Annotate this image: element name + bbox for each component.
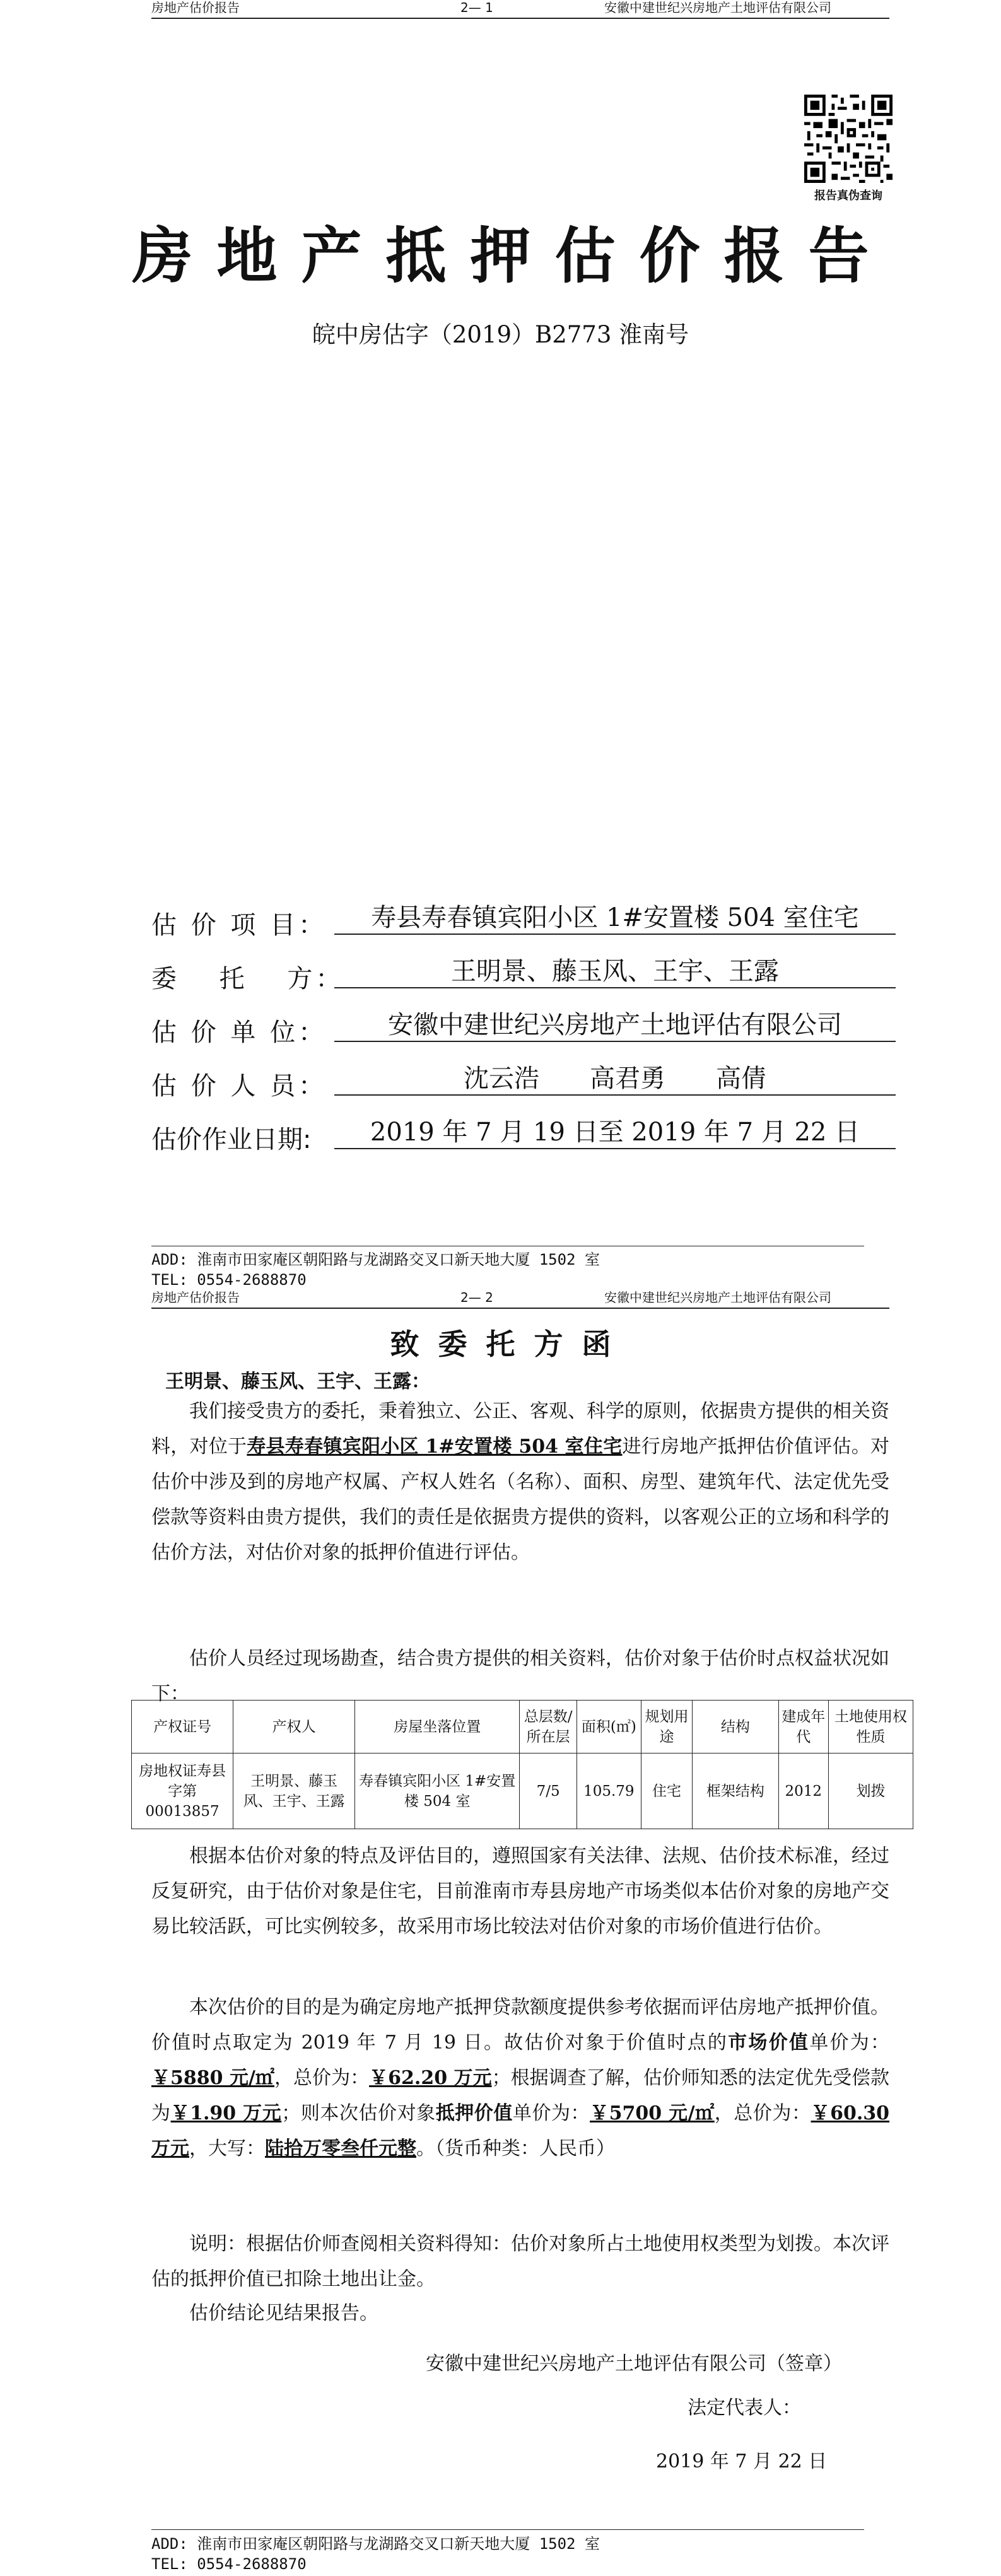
column-header: 建成年代 xyxy=(778,1701,828,1753)
field-value: 2019 年 7 月 19 日至 2019 年 7 月 22 日 xyxy=(334,1116,896,1149)
paragraph-conclusion: 估价结论见结果报告。 xyxy=(189,2302,378,2324)
text: ；则本次估价对象 xyxy=(281,2102,436,2124)
qr-caption: 报告真伪查询 xyxy=(814,189,882,202)
letter-title: 致委托方函 xyxy=(390,1327,630,1361)
column-header: 产权人 xyxy=(233,1701,355,1753)
text: 本次估价的目的是为确定房地产抵押贷款额度提供参考依据而评估房地产抵押价值。价值时点取定为 2019 年 7 月 19 日。故估价对象于价值时点的 xyxy=(151,1996,889,2054)
page1-header-rule xyxy=(151,18,889,19)
paragraph-method: 根据本估价对象的特点及评估目的，遵照国家有关法律、法规、估价技术标准，经过反复研究，由于估价对象是住宅，目前淮南市寿县房地产市场类似本估价对象的房地产交易比较活跃，可比实例较多，故采用市场比较法对估价对象的市场价值进行估价。 xyxy=(151,1845,889,1938)
page1-footer-tel: TEL: 0554-2688870 xyxy=(151,1271,307,1289)
column-header: 土地使用权性质 xyxy=(828,1701,913,1753)
column-header: 面积(㎡) xyxy=(577,1701,641,1753)
mortgage-value-label: 抵押价值 xyxy=(435,2102,513,2124)
field-label: 估价作业日期: xyxy=(151,1125,312,1154)
report-title: 房地产抵押估价报告 xyxy=(132,221,893,291)
signature-legal-representative: 法定代表人： xyxy=(688,2397,801,2419)
letter-addressee: 王明景、藤玉风、王宇、王露： xyxy=(165,1371,430,1393)
page2-header-right: 安徽中建世纪兴房地产土地评估有限公司 xyxy=(604,1290,831,1305)
column-header: 产权证号 xyxy=(132,1701,233,1753)
text: 我们接受贵方的委托，秉着独立、公正、客观、科学的原则，依据贵方提供的相关资料，对位于 xyxy=(151,1400,889,1458)
paragraph-inspection: 估价人员经过现场勘查，结合贵方提供的相关资料，估价对象于估价时点权益状况如下： xyxy=(151,1648,889,1705)
page2-header-left: 房地产估价报告 xyxy=(151,1290,240,1305)
page2-footer-tel: TEL: 0554-2688870 xyxy=(151,2555,307,2573)
page2-header-page-number: 2— 2 xyxy=(460,1290,493,1305)
table-cell: 105.79 xyxy=(577,1753,641,1829)
text: ，总价为： xyxy=(274,2067,370,2089)
field-row-work-dates xyxy=(151,1116,908,1154)
page2-header-rule xyxy=(151,1308,889,1309)
text: ；根据调查了解，估价师知悉的法定优先受偿款为 xyxy=(151,2067,890,2124)
text: 进行房地产抵押估价值评估。对估价中涉及到的房地产权属、产权人姓名（名称）、面积、房型、建筑年代、法定优先受偿款等资料由贵方提供，我们的责任是依据贵方提供的资料，以客观公正的立场和科学的估价方法，对估价对象的抵押价值进行评估。 xyxy=(151,1436,890,1564)
document-number: 皖中房估字（2019）B2773 淮南号 xyxy=(312,321,689,348)
table-cell: 住宅 xyxy=(641,1753,693,1829)
field-row-project xyxy=(151,902,908,940)
page1-header-left: 房地产估价报告 xyxy=(151,0,240,15)
paragraph-note: 说明：根据估价师查阅相关资料得知：估价对象所占土地使用权类型为划拨。本次评估的抵押价值已扣除土地出让金。 xyxy=(151,2233,889,2290)
table-header-row xyxy=(132,1701,913,1753)
column-header: 房屋坐落位置 xyxy=(355,1701,520,1753)
page1-footer-address: ADD: 淮南市田家庵区朝阳路与龙湖路交叉口新天地大厦 1502 室 xyxy=(151,1251,600,1268)
field-label: 估 价 项 目： xyxy=(151,911,327,940)
table-cell: 王明景、藤玉风、王宇、王露 xyxy=(233,1753,355,1829)
field-value: 沈云浩 高君勇 高倩 xyxy=(334,1063,896,1096)
table-cell: 框架结构 xyxy=(693,1753,778,1829)
market-value-label: 市场价值 xyxy=(728,2032,810,2054)
priority-claim-amount: ￥1.90 万元 xyxy=(170,2102,282,2124)
amount-in-words: 陆拾万零叁仟元整 xyxy=(265,2138,416,2160)
field-row-client xyxy=(151,956,908,993)
page1-header-page-number: 2— 1 xyxy=(460,0,493,15)
field-value: 王明景、藤玉风、王宇、王露 xyxy=(334,956,896,988)
field-row-appraisers xyxy=(151,1063,908,1101)
column-header: 规划用途 xyxy=(641,1701,693,1753)
text: ，大写： xyxy=(189,2138,265,2160)
table-cell: 划拨 xyxy=(828,1753,913,1829)
column-header: 总层数/所在层 xyxy=(520,1701,577,1753)
page1-header-right: 安徽中建世纪兴房地产土地评估有限公司 xyxy=(604,0,831,15)
qr-code-icon[interactable] xyxy=(804,95,893,183)
text: ，总价为： xyxy=(714,2102,811,2124)
page2-footer-address: ADD: 淮南市田家庵区朝阳路与龙湖路交叉口新天地大厦 1502 室 xyxy=(151,2535,600,2553)
property-table xyxy=(131,1700,913,1829)
field-value: 寿县寿春镇宾阳小区 1#安置楼 504 室住宅 xyxy=(334,902,896,935)
signature-date: 2019 年 7 月 22 日 xyxy=(656,2450,828,2473)
column-header: 结构 xyxy=(693,1701,778,1753)
field-row-appraiser-company xyxy=(151,1009,908,1047)
field-value: 安徽中建世纪兴房地产土地评估有限公司 xyxy=(334,1009,896,1042)
market-unit-price: ￥5880 元/㎡ xyxy=(151,2067,275,2089)
table-cell: 2012 xyxy=(778,1753,828,1829)
signature-company: 安徽中建世纪兴房地产土地评估有限公司（签章） xyxy=(426,2353,842,2375)
mortgage-total-price: ￥60.30 万元 xyxy=(151,2102,890,2160)
table-cell: 7/5 xyxy=(520,1753,577,1829)
text: 单价为： xyxy=(809,2032,890,2054)
field-label: 估 价 单 位： xyxy=(151,1018,327,1047)
table-row xyxy=(132,1753,913,1829)
table-cell: 房地权证寿县字第00013857 xyxy=(132,1753,233,1829)
text: 单价为： xyxy=(512,2102,590,2124)
field-label: 估 价 人 员： xyxy=(151,1072,327,1101)
mortgage-unit-price: ￥5700 元/㎡ xyxy=(590,2102,715,2124)
property-location: 寿县寿春镇宾阳小区 1#安置楼 504 室住宅 xyxy=(247,1436,623,1458)
market-total-price: ￥62.20 万元 xyxy=(369,2067,492,2089)
paragraph-valuation-result xyxy=(151,1990,889,2167)
text: 。（货币种类：人民币） xyxy=(416,2138,615,2160)
table-cell: 寿春镇宾阳小区 1#安置楼 504 室 xyxy=(355,1753,520,1829)
page2-footer-rule xyxy=(151,2529,864,2530)
paragraph-commission xyxy=(151,1394,889,1571)
field-label: 委 托 方： xyxy=(151,964,344,993)
